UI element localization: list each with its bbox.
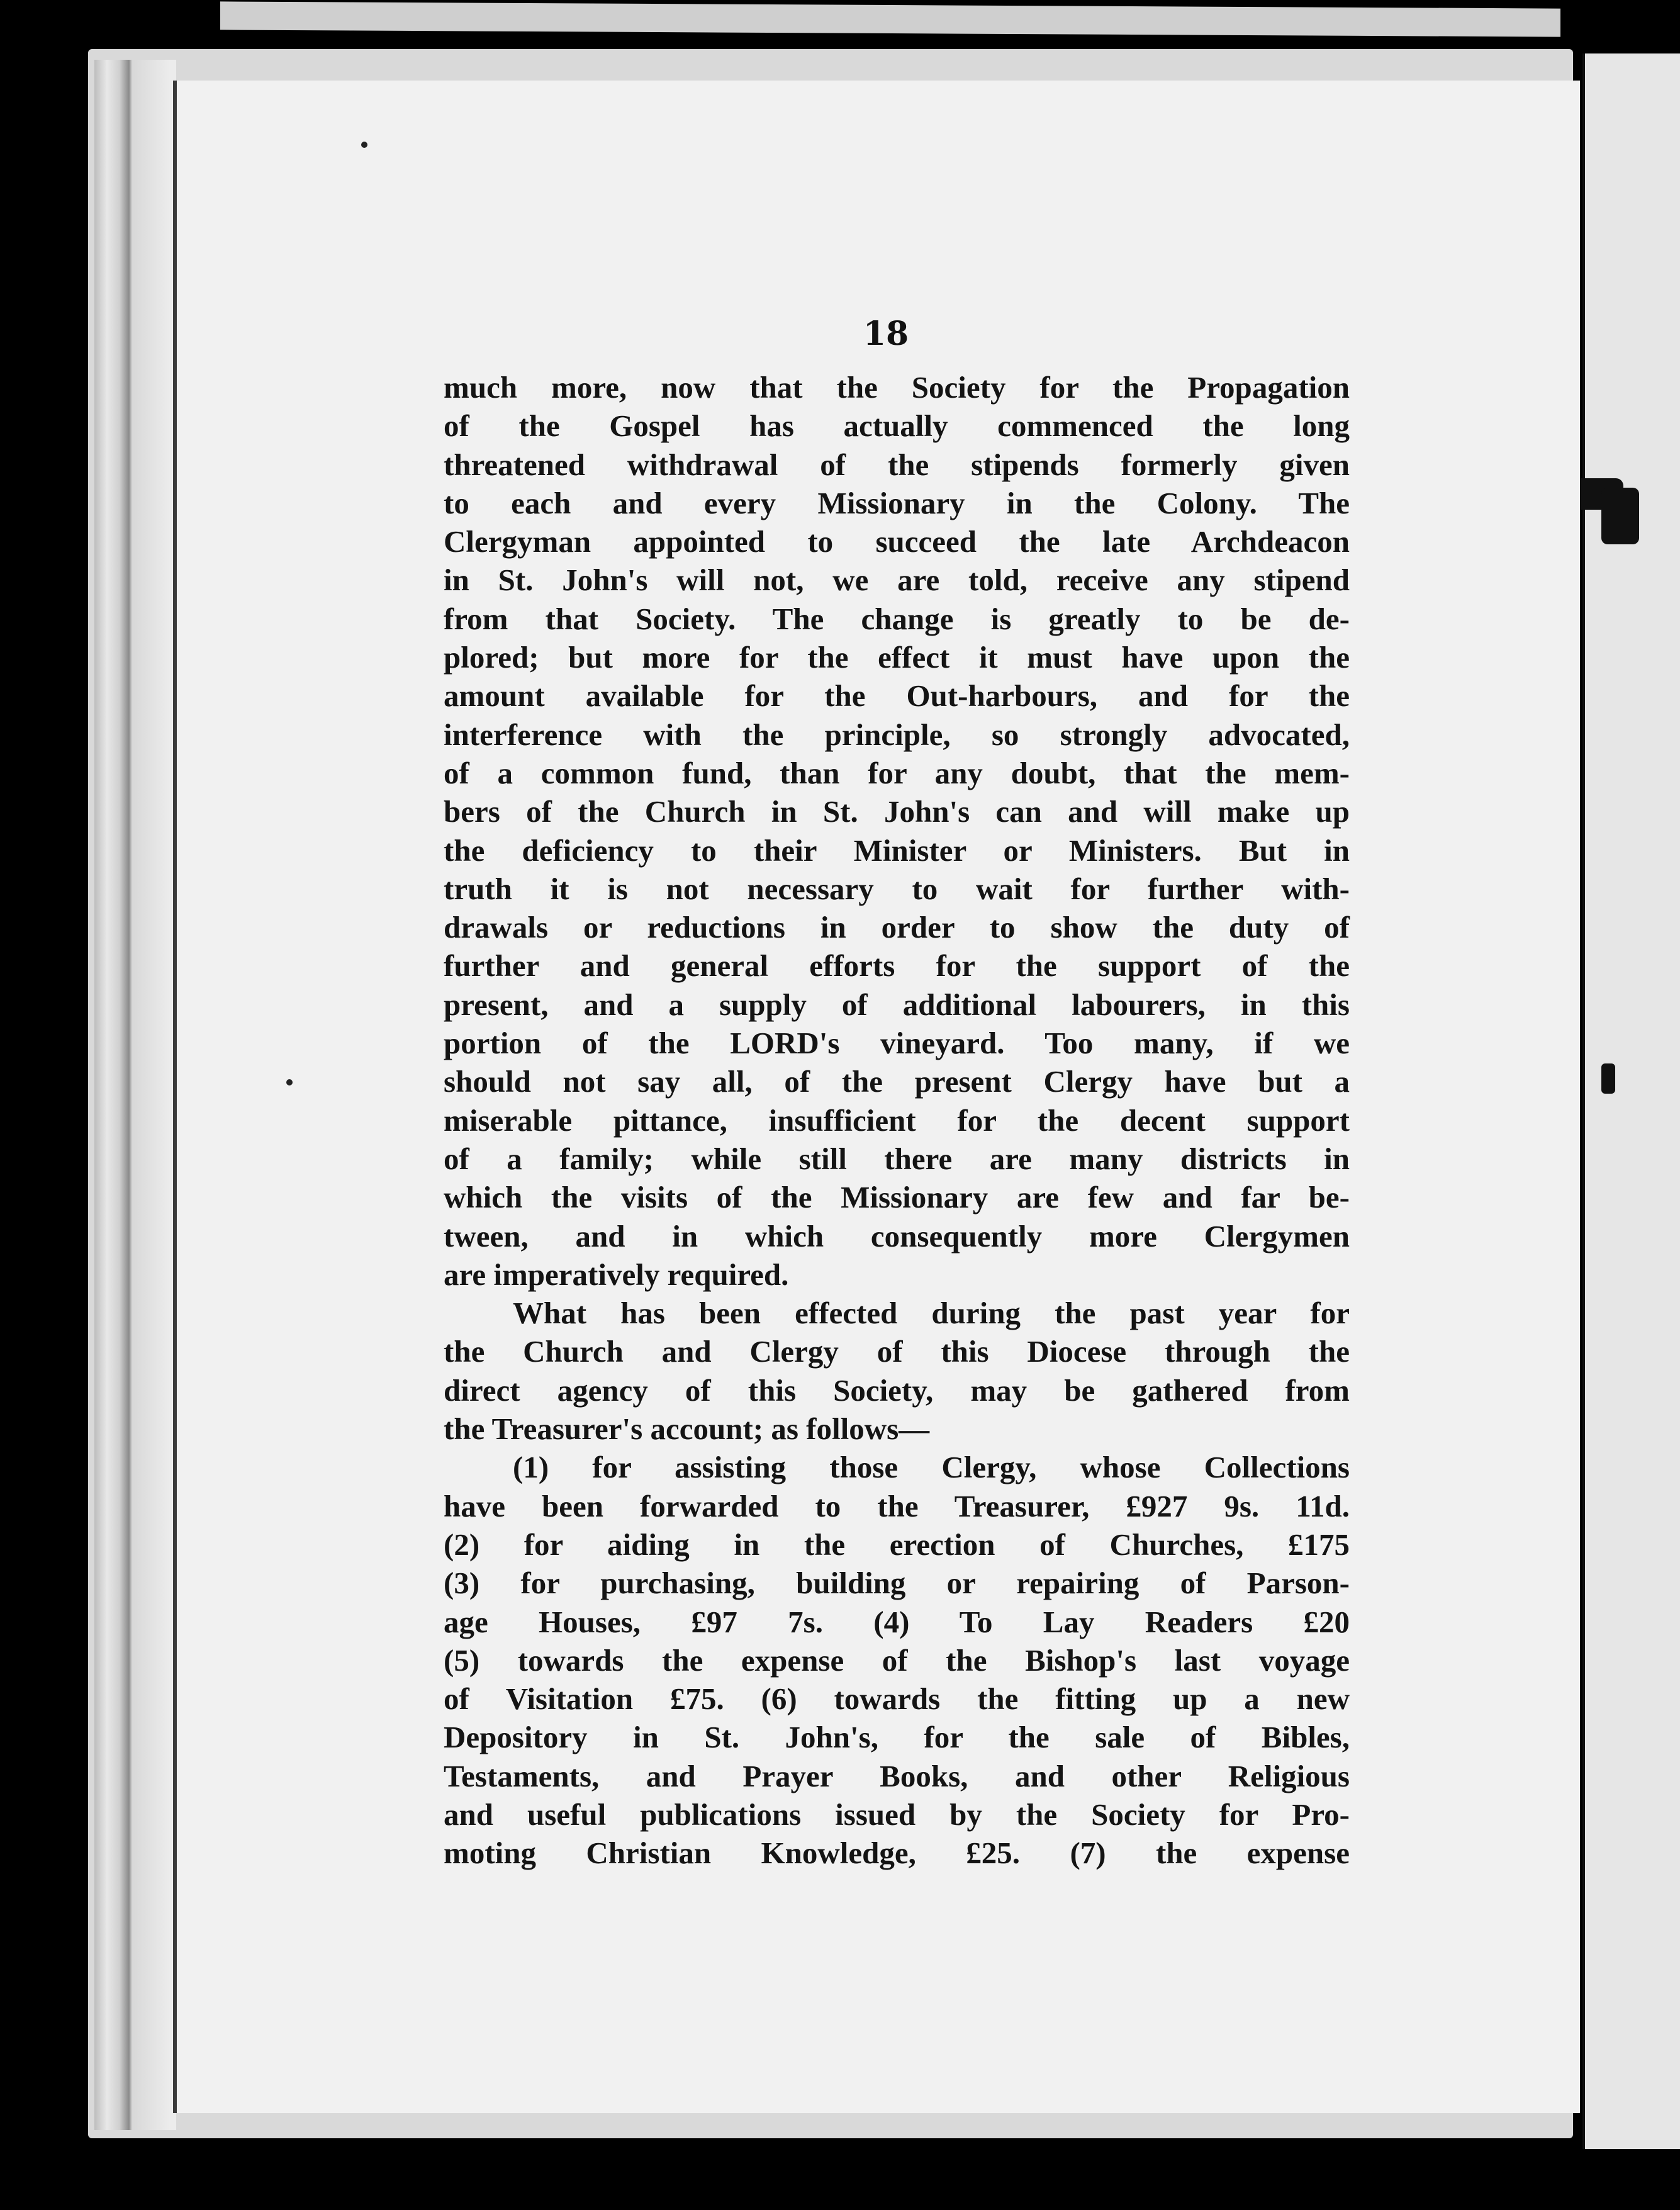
text-line: should not say all, of the present Clergy have but a [444,1064,1350,1099]
text-line: Depository in St. John's, for the sale of Bibles, [444,1720,1350,1755]
text-line: of a family; while still there are many districts in [444,1141,1350,1176]
text-line: tween, and in which consequently more Clergymen [444,1218,1350,1254]
text-line: to each and every Missionary in the Colony. The [444,485,1350,520]
text-line: threatened withdrawal of the stipends formerly given [444,447,1350,482]
text-line: What has been effected during the past year for [513,1296,1350,1331]
text-line: much more, now that the Society for the Propagation [444,370,1350,405]
speck [361,142,367,148]
text-line: of Visitation £75. (6) towards the fitting up a new [444,1681,1350,1717]
text-line: further and general efforts for the support of the [444,948,1350,984]
text-line: have been forwarded to the Treasurer, £927 9s. 11d. [444,1488,1350,1523]
page-number: 18 [863,315,909,353]
text-line: interference with the principle, so strongly advocated, [444,717,1350,752]
text-line: from that Society. The change is greatly to be de- [444,601,1350,636]
text-line: the deficiency to their Minister or Ministers. But in [444,833,1350,868]
speck [286,1079,293,1085]
text-line: are imperatively required. [444,1257,789,1292]
text-line: (1) for assisting those Clergy, whose Collections [513,1450,1350,1485]
text-line: moting Christian Knowledge, £25. (7) the expense [444,1836,1350,1871]
page-body [444,368,1350,1873]
text-line: present, and a supply of additional labourers, in this [444,987,1350,1022]
ink-blot [1601,488,1639,544]
text-line: Clergyman appointed to succeed the late Archdeacon [444,524,1350,559]
text-line: (3) for purchasing, building or repairing of Parson- [444,1566,1350,1601]
text-line: miserable pittance, insufficient for the decent support [444,1102,1350,1138]
text-line: the Church and Clergy of this Diocese through the [444,1334,1350,1369]
text-line: age Houses, £97 7s. (4) To Lay Readers £20 [444,1604,1350,1639]
text-line: Testaments, and Prayer Books, and other Religious [444,1758,1350,1793]
text-line: of a common fund, than for any doubt, that the mem- [444,755,1350,790]
text-line: direct agency of this Society, may be gathered from [444,1372,1350,1408]
text-line: (2) for aiding in the erection of Churches, £175 [444,1527,1350,1562]
text-line: (5) towards the expense of the Bishop's last voyage [444,1642,1350,1678]
text-line: truth it is not necessary to wait for further with- [444,871,1350,906]
right-adjacent-page [1582,53,1680,2149]
text-line: bers of the Church in St. John's can and will make up [444,794,1350,829]
text-line: which the visits of the Missionary are few and far be- [444,1180,1350,1215]
text-line: portion of the LORD's vineyard. Too many, if we [444,1026,1350,1061]
text-line: the Treasurer's account; as follows— [444,1411,930,1447]
text-line: drawals or reductions in order to show the duty of [444,910,1350,945]
left-page-edges [94,60,176,2130]
top-page-edge [220,1,1560,36]
text-line: in St. John's will not, we are told, receive any stipend [444,563,1350,598]
text-line: of the Gospel has actually commenced the long [444,408,1350,444]
ink-blot [1601,1063,1615,1094]
text-line: and useful publications issued by the Society for Pro- [444,1797,1350,1832]
text-line: plored; but more for the effect it must have upon the [444,640,1350,675]
text-line: amount available for the Out-harbours, and for the [444,678,1350,714]
